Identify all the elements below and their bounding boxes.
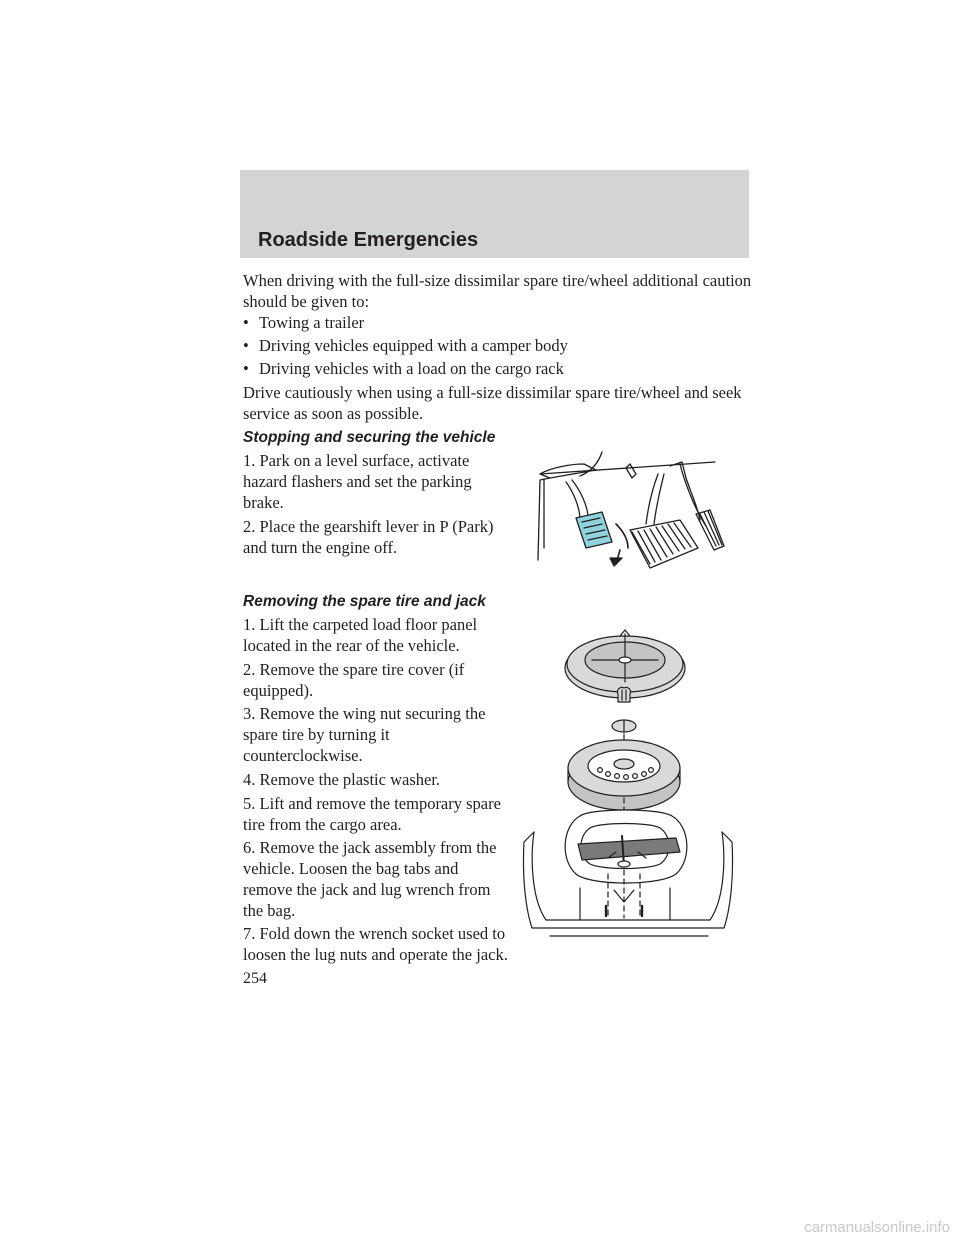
step-text: 7. Fold down the wrench socket used to loosen the lug nuts and operate the jack.	[243, 924, 508, 964]
section-title: Roadside Emergencies	[258, 229, 479, 251]
list-item	[243, 312, 364, 333]
bullet-text: Towing a trailer	[259, 313, 365, 332]
bullet-icon: •	[243, 313, 249, 332]
bullet-icon: •	[243, 359, 249, 378]
list-item	[243, 335, 568, 356]
section-header-band	[240, 170, 749, 258]
step-text: 1. Lift the carpeted load floor panel located in the rear of the vehicle.	[243, 615, 478, 655]
step-text: 4. Remove the plastic washer.	[243, 770, 441, 789]
bullet-icon: •	[243, 336, 249, 355]
step-text: 5. Lift and remove the temporary spare tire from the cargo area.	[243, 794, 501, 834]
bullet-text: Driving vehicles with a load on the cargo rack	[259, 359, 564, 378]
caution-paragraph: Drive cautiously when using a full-size dissimilar spare tire/wheel and seek service as soon as possible.	[243, 383, 742, 423]
page-number: 254	[243, 970, 267, 987]
parking-brake-pedal-illustration	[510, 450, 730, 570]
step-text: 3. Remove the wing nut securing the spare tire by turning it counterclockwise.	[243, 704, 486, 765]
spare-tire-removal-illustration	[520, 620, 736, 945]
list-item	[243, 358, 564, 379]
section-heading-stopping: Stopping and securing the vehicle	[243, 429, 496, 446]
watermark: carmanualsonline.info	[804, 1219, 950, 1236]
step-text: 1. Park on a level surface, activate hazard flashers and set the parking brake.	[243, 451, 472, 512]
bullet-text: Driving vehicles equipped with a camper body	[259, 336, 568, 355]
intro-paragraph: When driving with the full-size dissimilar spare tire/wheel additional caution should be given to:	[243, 271, 752, 311]
step-text: 6. Remove the jack assembly from the vehicle. Loosen the bag tabs and remove the jack and lug wrench from the bag.	[243, 838, 497, 920]
step-text: 2. Remove the spare tire cover (if equipped).	[243, 660, 465, 700]
section-heading-removing: Removing the spare tire and jack	[243, 593, 486, 610]
step-text: 2. Place the gearshift lever in P (Park) and turn the engine off.	[243, 517, 494, 557]
